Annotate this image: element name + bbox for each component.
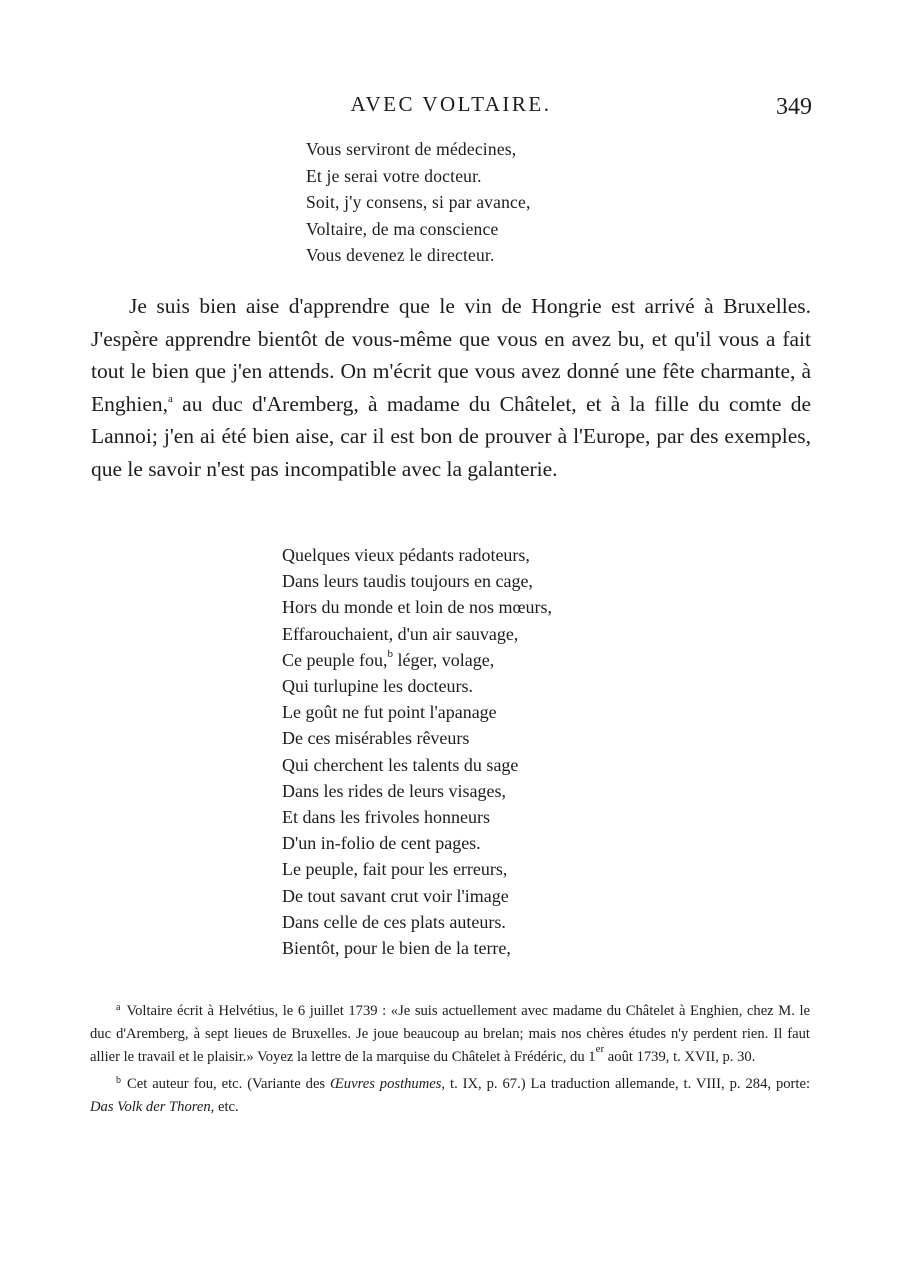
verse-line: Dans celle de ces plats auteurs. — [282, 911, 506, 932]
footnote-italic-title: Œuvres posthumes, — [330, 1076, 446, 1092]
footnote-superscript: er — [595, 1043, 605, 1055]
footnote-text: etc. — [214, 1099, 239, 1115]
verse-stanza-top — [306, 136, 626, 269]
paragraph-text-part2: au duc d'Aremberg, à madame du Châtelet, et à la fille du comte de Lannoi; j'en ai été bien aise, car il est bon de prouver à l'Europe, par des exemples, que le savoir n'est pas incompatible avec la galanterie. — [91, 391, 811, 481]
verse-line: Bientôt, pour le bien de la terre, — [282, 938, 511, 959]
verse-line-text: léger, volage, — [392, 649, 495, 670]
footnote-text: août 1739, t. XVII, p. 30. — [604, 1049, 756, 1065]
verse-line: D'un in-folio de cent pages. — [282, 833, 481, 854]
verse-line: Le goût ne fut point l'apanage — [282, 702, 497, 723]
verse-line: Qui turlupine les docteurs. — [282, 676, 473, 697]
running-title: AVEC VOLTAIRE. — [350, 92, 552, 116]
paragraph-text-part1: Je suis bien aise d'apprendre que le vin de Hongrie est arrivé à Bruxelles. J'espère apprendre bientôt de vous-même que vous en avez bu, et qu'il vous a fait tout le bien que j'en attends. On m'écrit que vous avez donné une fête charmante, à Enghien, — [91, 294, 811, 416]
verse-line: Le peuple, fait pour les erreurs, — [282, 859, 508, 880]
footnote-text: t. IX, p. 67.) La traduction allemande, t. VIII, p. 284, porte: — [445, 1076, 810, 1092]
footnote-b — [90, 1069, 810, 1119]
prose-paragraph — [91, 290, 811, 486]
page-number: 349 — [776, 94, 812, 120]
verse-line: Hors du monde et loin de nos mœurs, — [282, 597, 552, 618]
verse-line: Voltaire, de ma conscience — [306, 218, 499, 239]
footnote-text: Cet auteur fou, etc. (Variante des — [127, 1076, 331, 1092]
footnote-marker: b — [116, 1075, 121, 1086]
verse-line: De ces misérables rêveurs — [282, 728, 470, 749]
footnotes — [90, 996, 810, 1119]
footnote-a — [90, 996, 810, 1069]
footnote-ref-a: a — [168, 392, 173, 405]
verse-line: De tout savant crut voir l'image — [282, 885, 509, 906]
verse-line-text: Ce peuple fou, — [282, 649, 388, 670]
footnote-marker: a — [116, 1002, 121, 1013]
footnote-text: Voltaire écrit à Helvétius, le 6 juillet 1739 : «Je suis actuellement avec madame du Châtelet à Enghien, chez M. le duc d'Aremberg, à sept lieues de Bruxelles. Je joue beaucoup au brelan; mais nos chères études n'y perdent rien. Il faut allier le travail et le plaisir.» Voyez la lettre de la marquise du Châtelet à Frédéric, du 1 — [90, 1003, 810, 1065]
verse-line: Soit, j'y consens, si par avance, — [306, 192, 531, 212]
verse-line: Dans les rides de leurs visages, — [282, 780, 506, 801]
footnote-italic-title: Das Volk der Thoren, — [90, 1099, 215, 1115]
verse-stanza-main — [282, 542, 622, 961]
verse-line — [282, 647, 622, 673]
verse-line: Effarouchaient, d'un air sauvage, — [282, 623, 519, 644]
paragraph — [91, 290, 811, 486]
verse-line: Dans leurs taudis toujours en cage, — [282, 571, 533, 592]
verse-line: Qui cherchent les talents du sage — [282, 754, 519, 775]
footnote-ref-b: b — [387, 647, 393, 660]
verse-line: Et je serai votre docteur. — [306, 165, 482, 186]
running-head — [90, 92, 812, 122]
verse-line: Quelques vieux pédants radoteurs, — [282, 545, 530, 565]
verse-line: Et dans les frivoles honneurs — [282, 807, 490, 828]
verse-line: Vous devenez le directeur. — [306, 245, 495, 265]
verse-line: Vous serviront de médecines, — [306, 139, 517, 159]
